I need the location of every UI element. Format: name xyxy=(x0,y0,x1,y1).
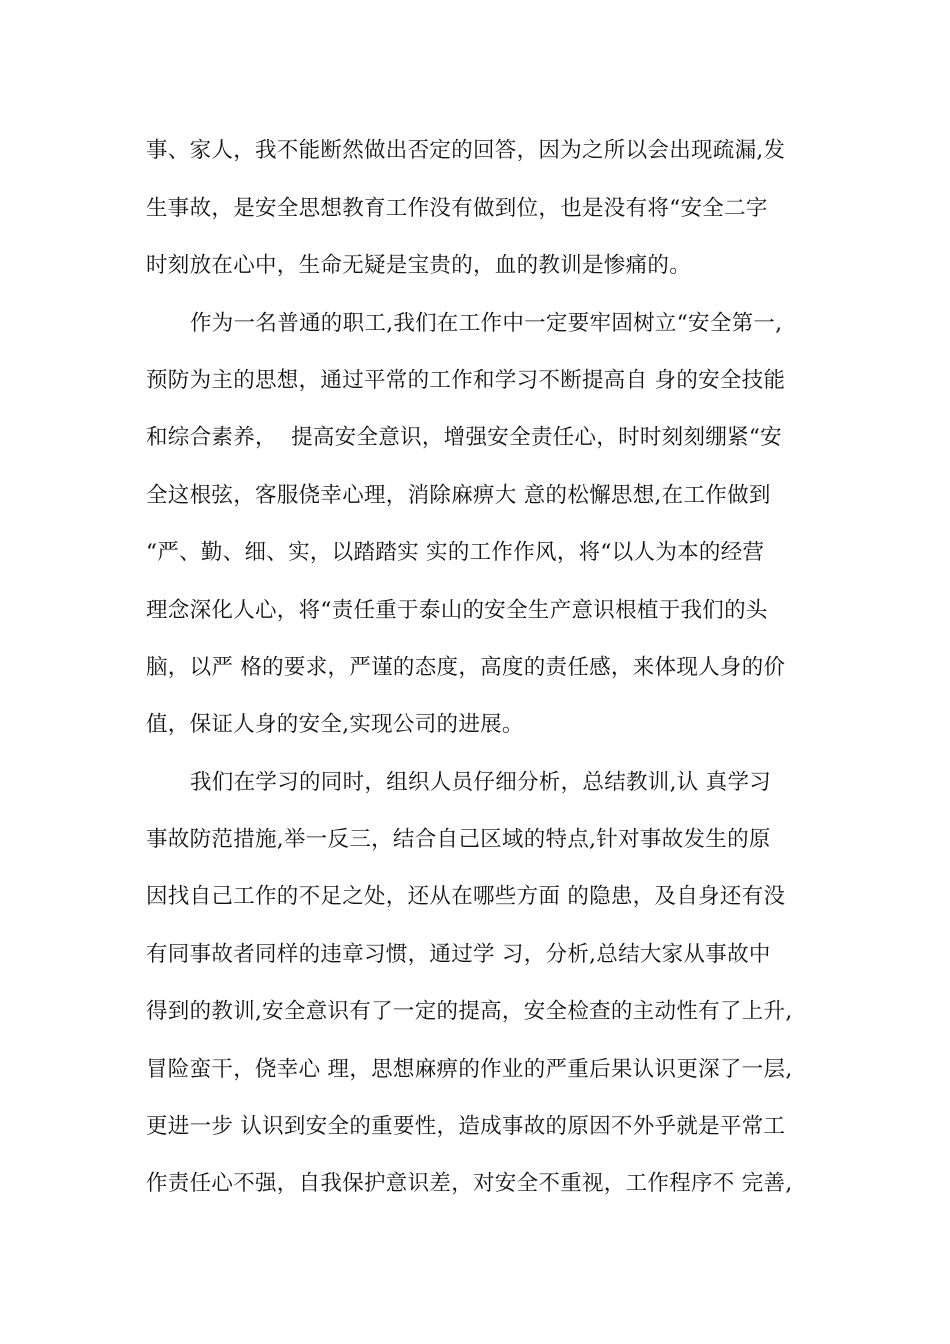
text-line: 我们在学习的同时，组织人员仔细分析，总结教训,认 真学习 xyxy=(190,770,772,795)
text-line: 更进一步 认识到安全的重要性，造成事故的原因不外乎就是平常工 xyxy=(146,1114,786,1139)
text-line: 全这根弦，客服侥幸心理，消除麻痹大 意的松懈思想,在工作做到 xyxy=(146,483,771,508)
text-line: 作为一名普通的职工,我们在工作中一定要牢固树立“安全第一, xyxy=(190,311,783,336)
text-line: 有同事故者同样的违章习惯，通过学 习，分析,总结大家从事故中 xyxy=(146,942,771,967)
text-line: 冒险蛮干，侥幸心 理，思想麻痹的作业的严重后果认识更深了一层, xyxy=(146,1057,793,1082)
text-line: 脑，以严 格的要求，严谨的态度，高度的责任感，来体现人身的价 xyxy=(146,655,786,680)
text-line: 作责任心不强，自我保护意识差，对安全不重视，工作程序不 完善, xyxy=(146,1171,793,1196)
text-line: 预防为主的思想，通过平常的工作和学习不断提高自 身的安全技能 xyxy=(146,368,786,393)
text-line: 生事故，是安全思想教育工作没有做到位，也是没有将“安全二字 xyxy=(146,196,768,221)
text-line: 值，保证人身的安全,实现公司的进展。 xyxy=(146,712,524,737)
text-line: 事、家人，我不能断然做出否定的回答，因为之所以会出现疏漏,发 xyxy=(146,138,786,163)
text-line: 理念深化人心，将“责任重于泰山的安全生产意识根植于我们的头 xyxy=(146,598,768,623)
text-line: 事故防范措施,举一反三，结合自己区域的特点,针对事故发生的原 xyxy=(146,827,771,852)
text-line: 和综合素养， 提高安全意识，增强安全责任心，时时刻刻绷紧“安 xyxy=(146,425,782,450)
text-line: “严、勤、细、实，以踏踏实 实的工作作风，将“以人为本的经营 xyxy=(146,540,765,565)
text-line: 因找自己工作的不足之处，还从在哪些方面 的隐患，及自身还有没 xyxy=(146,884,786,909)
text-line: 时刻放在心中，生命无疑是宝贵的，血的教训是惨痛的。 xyxy=(146,253,692,278)
text-line: 得到的教训,安全意识有了一定的提高，安全检查的主动性有了上升, xyxy=(146,999,793,1024)
